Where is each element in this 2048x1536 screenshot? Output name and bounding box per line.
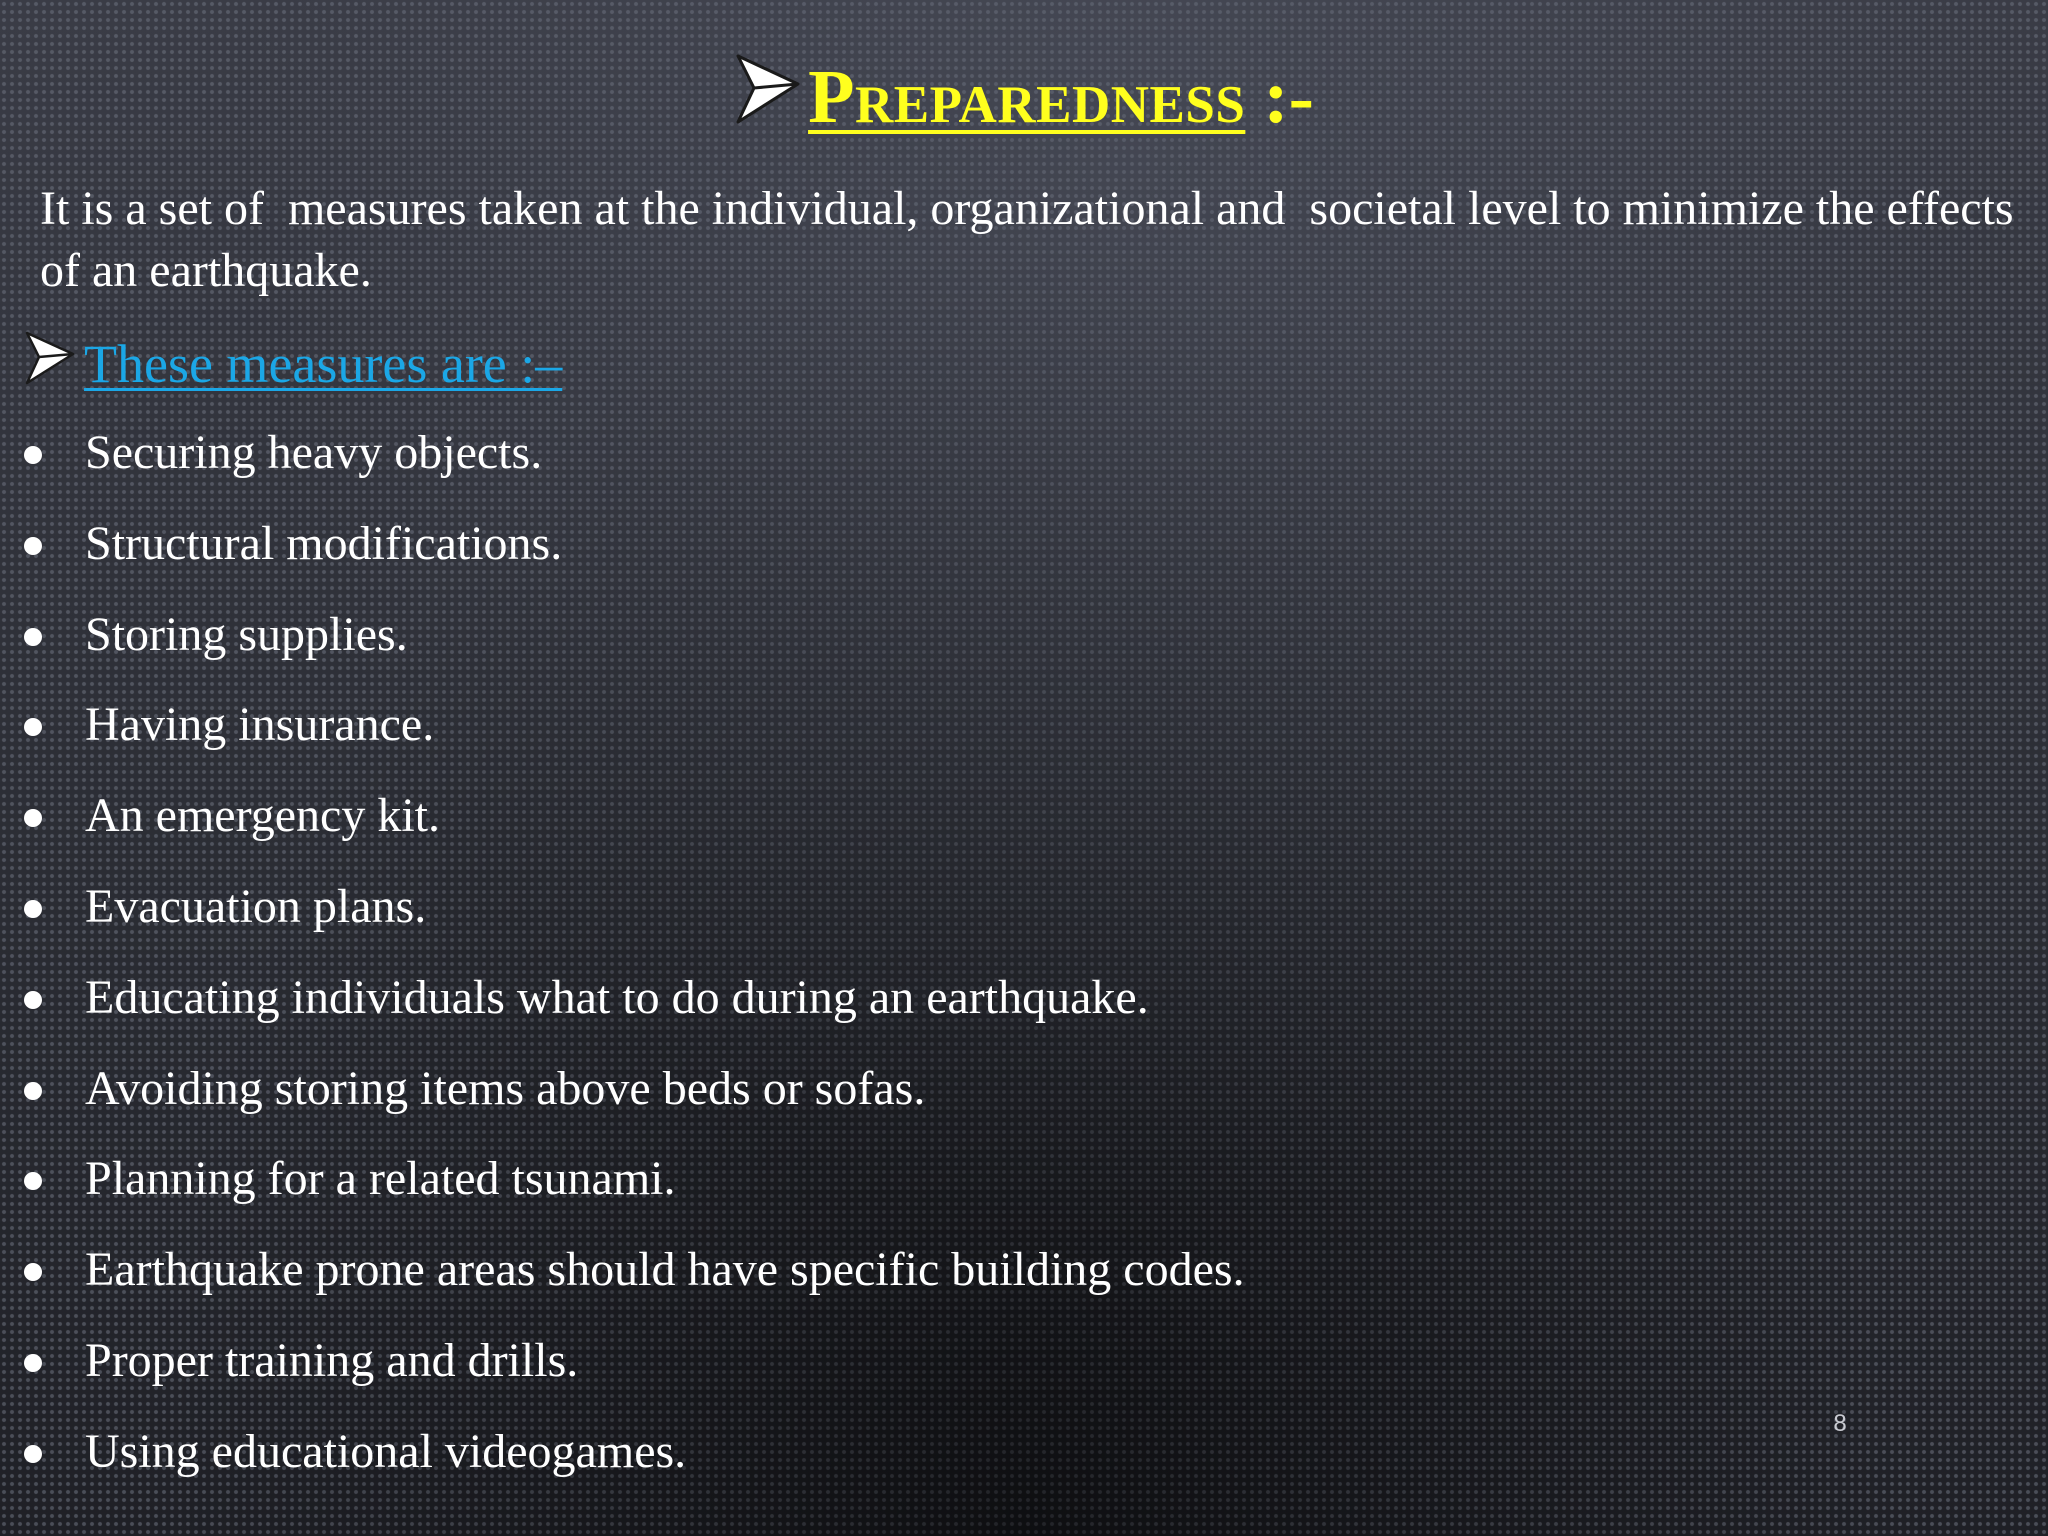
list-item-text: Avoiding storing items above beds or sofas.: [85, 1061, 926, 1115]
arrow-bullet-icon: [24, 330, 76, 386]
bullet-dot: [24, 446, 42, 464]
list-item-text: Planning for a related tsunami.: [85, 1152, 676, 1206]
list-item-text: Using educational videogames.: [85, 1424, 687, 1478]
bullet-dot: [24, 1263, 42, 1281]
arrow-bullet-icon: [734, 52, 802, 126]
slide-title: Preparedness: [808, 55, 1246, 139]
bullet-dot: [24, 1354, 42, 1372]
list-item-text: Earthquake prone areas should have specific building codes.: [85, 1243, 1245, 1297]
subheading: These measures are :–: [84, 334, 563, 394]
bullet-dot: [24, 1082, 42, 1100]
bullet-dot: [24, 991, 42, 1009]
page-number: 8: [1833, 1410, 1847, 1437]
slide-title-suffix: :-: [1263, 55, 1314, 139]
bullet-dot: [24, 1445, 42, 1463]
list-item-text: Proper training and drills.: [85, 1333, 579, 1387]
intro-paragraph: It is a set of measures taken at the individual, organizational and societal level to minimize the effects of an earthquake.: [40, 182, 2026, 297]
subheading-row: [24, 330, 562, 395]
bullet-dot: [24, 628, 42, 646]
list-item-text: Evacuation plans.: [85, 879, 427, 933]
list-item-text: Structural modifications.: [85, 516, 563, 570]
bullet-dot: [24, 900, 42, 918]
slide-title-row: [0, 52, 2048, 141]
list-item-text: Securing heavy objects.: [85, 426, 543, 479]
list-item-text: An emergency kit.: [85, 789, 441, 843]
bullet-dot: [24, 537, 42, 555]
list-item-text: Educating individuals what to do during an earthquake.: [85, 970, 1149, 1024]
bullet-dot: [24, 809, 42, 827]
list-item-text: Having insurance.: [85, 698, 435, 752]
bullet-dot: [24, 1172, 42, 1190]
list-item-text: Storing supplies.: [85, 607, 408, 661]
bullet-dot: [24, 718, 42, 736]
